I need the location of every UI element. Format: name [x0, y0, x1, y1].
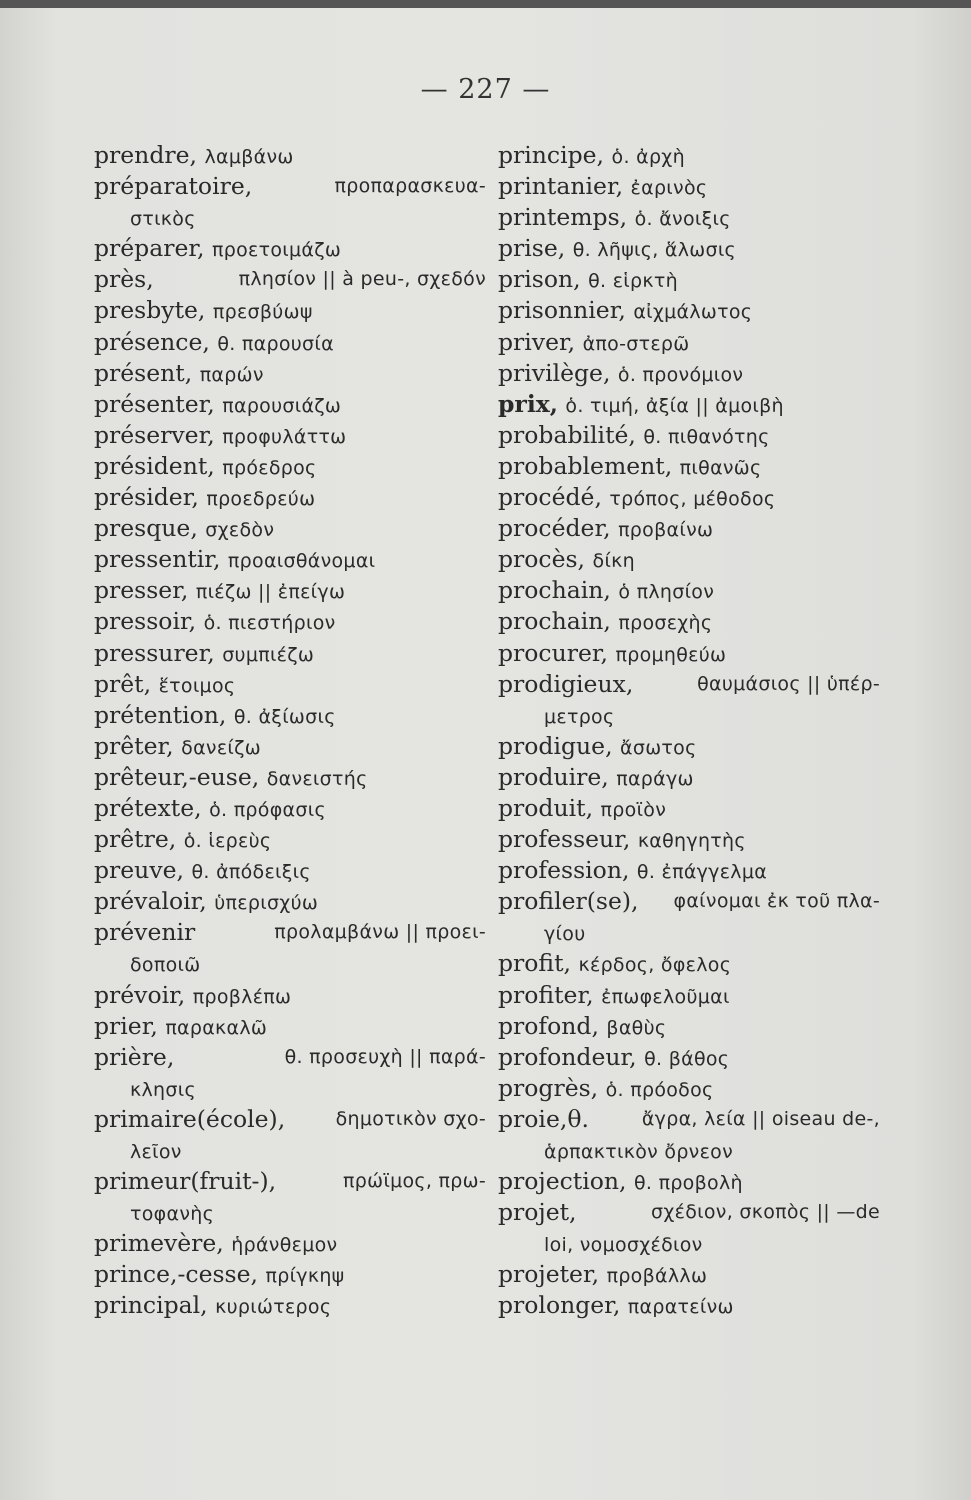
- greek-translation: ὑπερισχύω: [214, 892, 319, 915]
- greek-translation: τρόπος, μέθοδος: [609, 488, 776, 511]
- headword: profit,: [498, 949, 572, 978]
- dictionary-entry-line: [94, 1228, 486, 1259]
- headword: profiler(se),: [498, 887, 639, 916]
- greek-translation: προβαίνω: [618, 519, 714, 542]
- greek-translation: σχεδὸν: [205, 519, 275, 542]
- headword: profiter,: [498, 980, 594, 1009]
- headword: pressoir,: [94, 607, 197, 636]
- headword: procéder,: [498, 514, 611, 543]
- dictionary-entry-line: [498, 358, 880, 389]
- greek-translation: ὁ. πρόφασις: [209, 798, 326, 821]
- headword: procédé,: [498, 483, 602, 512]
- headword: prolonger,: [498, 1291, 621, 1320]
- greek-translation: προμηθεύω: [615, 643, 727, 666]
- dictionary-entry-line: [498, 855, 880, 886]
- dictionary-entry-line: [498, 669, 880, 700]
- greek-translation: ἡράνθεμον: [231, 1234, 338, 1257]
- dictionary-entry-line: [94, 327, 486, 358]
- greek-translation: παρουσιάζω: [222, 394, 342, 417]
- greek-translation: παράγω: [616, 767, 694, 790]
- headword: prévenir: [94, 918, 196, 947]
- dictionary-entry-line: [498, 1166, 880, 1197]
- greek-translation: ἐαρινὸς: [630, 177, 708, 200]
- greek-translation: πρώϊμος, πρω-: [343, 1170, 486, 1193]
- dictionary-entry-line: [498, 980, 880, 1011]
- dictionary-entry-line: [94, 1104, 486, 1135]
- greek-translation: προετοιμάζω: [212, 239, 342, 262]
- greek-translation: μετρος: [544, 705, 615, 728]
- dictionary-entry-line: [94, 1135, 486, 1166]
- dictionary-entry-line: [498, 886, 880, 917]
- headword: produire,: [498, 762, 609, 791]
- headword: prêtre,: [94, 825, 177, 854]
- headword: prévaloir,: [94, 887, 207, 916]
- headword: presser,: [94, 576, 189, 605]
- greek-translation: λεῖον: [130, 1141, 182, 1163]
- greek-translation: θ. προβολὴ: [633, 1172, 743, 1195]
- greek-translation: πρόεδρος: [222, 456, 317, 479]
- dictionary-entry-line: [498, 1135, 880, 1166]
- dictionary-entry-line: [498, 513, 880, 544]
- greek-translation: σχέδιον, σκοπὸς || —de: [651, 1201, 880, 1224]
- dictionary-entry-line: [498, 1011, 880, 1042]
- greek-translation: ἄσωτος: [620, 736, 697, 759]
- dictionary-entry-line: [498, 1073, 880, 1104]
- headword: progrès,: [498, 1073, 599, 1102]
- headword: préserver,: [94, 420, 215, 449]
- dictionary-entry-line: [94, 606, 486, 637]
- headword: projeter,: [498, 1260, 600, 1289]
- greek-translation: συμπιέζω: [222, 643, 315, 666]
- headword: prodigieux,: [498, 669, 634, 698]
- headword: prier,: [94, 1011, 158, 1040]
- headword: probabilité,: [498, 420, 636, 449]
- headword: présence,: [94, 327, 210, 356]
- dictionary-entry-line: [498, 295, 880, 326]
- greek-translation: θαυμάσιος || ὑπέρ-: [697, 672, 880, 695]
- headword: probablement,: [498, 451, 673, 480]
- dictionary-entry-line: [94, 451, 486, 482]
- greek-translation: πιθανῶς: [679, 456, 762, 479]
- headword: prochain,: [498, 576, 611, 605]
- dictionary-entry-line: [498, 606, 880, 637]
- greek-translation: θ. πιθανότης: [643, 425, 770, 448]
- headword: prêteur,-euse,: [94, 762, 260, 791]
- dictionary-entry-line: [498, 1228, 880, 1259]
- dictionary-entry-line: [94, 1290, 486, 1321]
- headword: prochain,: [498, 607, 611, 636]
- dictionary-entry-line: [94, 420, 486, 451]
- headword: prendre,: [94, 141, 197, 169]
- greek-translation: θ. ἀξίωσις: [233, 705, 336, 728]
- greek-translation: προβλέπω: [192, 985, 292, 1008]
- greek-translation: δημοτικὸν σχο-: [335, 1107, 486, 1130]
- greek-translation: παρών: [199, 363, 264, 386]
- greek-translation: ὁ. πιεστήριον: [203, 612, 336, 635]
- headword: printanier,: [498, 172, 624, 201]
- dictionary-entry-line: [94, 948, 486, 979]
- greek-translation: ὁ. τιμή, ἀξία || ἀμοιβὴ: [565, 394, 784, 417]
- greek-translation: ἄγρα, λεία || oiseau de-,: [641, 1107, 880, 1130]
- headword: présent,: [94, 358, 193, 387]
- headword: principe,: [498, 141, 605, 169]
- greek-translation: δανειστής: [266, 767, 368, 790]
- headword: prison,: [498, 265, 581, 294]
- greek-translation: ὁ. ἀρχὴ: [611, 146, 685, 168]
- dictionary-entry-line: [498, 1197, 880, 1228]
- dictionary-entry-line: [498, 171, 880, 202]
- headword: preuve,: [94, 856, 184, 885]
- headword: projet,: [498, 1198, 577, 1227]
- page-top-edge: [0, 0, 971, 8]
- headword: pressurer,: [94, 638, 215, 667]
- greek-translation: πιέζω || ἐπείγω: [195, 581, 346, 604]
- dictionary-entry-line: [94, 295, 486, 326]
- dictionary-entry-line: [498, 824, 880, 855]
- greek-translation: πρίγκηψ: [265, 1265, 345, 1288]
- headword: produit,: [498, 793, 594, 822]
- headword: prise,: [498, 234, 566, 263]
- greek-translation: λαμβάνω: [204, 146, 294, 168]
- headword: prince,-cesse,: [94, 1260, 258, 1289]
- headword: présenter,: [94, 389, 215, 418]
- greek-translation: θ. ἐπάγγελμα: [636, 861, 768, 884]
- dictionary-entry-line: [94, 389, 486, 420]
- dictionary-entry-line: [94, 824, 486, 855]
- greek-translation: βαθὺς: [606, 1016, 667, 1039]
- headword: profond,: [498, 1011, 599, 1040]
- dictionary-entry-line: [94, 513, 486, 544]
- headword: prétexte,: [94, 793, 202, 822]
- dictionary-entry-line: [94, 233, 486, 264]
- dictionary-entry-line: [94, 544, 486, 575]
- dictionary-entry-line: [94, 700, 486, 731]
- headword: président,: [94, 451, 215, 480]
- headword: projection,: [498, 1167, 627, 1196]
- headword: prix,: [498, 389, 558, 418]
- right-column: [498, 140, 880, 1322]
- greek-translation: προφυλάττω: [222, 425, 347, 448]
- headword: prétention,: [94, 700, 227, 729]
- headword: procurer,: [498, 638, 608, 667]
- dictionary-entry-line: [94, 1166, 486, 1197]
- dictionary-entry-line: [94, 917, 486, 948]
- greek-translation: κυριώτερος: [215, 1296, 332, 1319]
- dictionary-entry-line: [94, 793, 486, 824]
- dictionary-entry-line: [94, 980, 486, 1011]
- headword: prêt,: [94, 669, 152, 698]
- dictionary-entry-line: [94, 1073, 486, 1104]
- greek-translation: δοποιῶ: [130, 954, 201, 977]
- dictionary-entry-line: [498, 451, 880, 482]
- dictionary-entry-line: [94, 762, 486, 793]
- greek-translation: ὁ. ἄνοιξις: [634, 208, 731, 231]
- headword: prière,: [94, 1042, 175, 1071]
- headword: préparatoire,: [94, 172, 253, 201]
- greek-translation: προβάλλω: [606, 1265, 708, 1288]
- greek-translation: αἰχμάλωτος: [633, 301, 753, 324]
- dictionary-entry-line: [498, 1042, 880, 1073]
- headword: pressentir,: [94, 545, 221, 574]
- dictionary-entry-line: [94, 171, 486, 202]
- dictionary-entry-line: [94, 855, 486, 886]
- headword: présider,: [94, 483, 199, 512]
- page-number: — 227 —: [420, 74, 551, 105]
- headword: primevère,: [94, 1229, 224, 1258]
- headword: professeur,: [498, 825, 631, 854]
- dictionary-entry-line: [94, 575, 486, 606]
- greek-translation: ἀπο-στερῶ: [582, 332, 690, 355]
- dictionary-entry-line: [94, 358, 486, 389]
- dictionary-entry-line: [498, 140, 880, 171]
- headword: primaire(école),: [94, 1104, 286, 1133]
- dictionary-entry-line: [498, 420, 880, 451]
- dictionary-entry-line: [94, 886, 486, 917]
- greek-translation: θ. προσευχὴ || παρά-: [284, 1045, 486, 1068]
- dictionary-entry-line: [94, 1042, 486, 1073]
- greek-translation: ὁ. πρόοδος: [605, 1078, 714, 1101]
- greek-translation: loi, νομοσχέδιον: [544, 1234, 703, 1257]
- greek-translation: ὁ. προνόμιον: [617, 363, 744, 386]
- greek-translation: προπαρασκευα-: [334, 175, 486, 198]
- greek-translation: προϊὸν: [600, 798, 667, 821]
- dictionary-entry-line: [498, 948, 880, 979]
- dictionary-entry-line: [498, 575, 880, 606]
- greek-translation: προαισθάνομαι: [227, 550, 376, 573]
- greek-translation: θ. βάθος: [644, 1047, 730, 1070]
- dictionary-entry-line: [498, 544, 880, 575]
- greek-translation: παρακαλῶ: [165, 1016, 268, 1039]
- dictionary-entry-line: [498, 700, 880, 731]
- greek-translation: ὁ πλησίον: [618, 581, 715, 604]
- headword: presbyte,: [94, 296, 206, 325]
- headword: profession,: [498, 856, 630, 885]
- dictionary-entry-line: [94, 202, 486, 233]
- dictionary-entry-line: [94, 1197, 486, 1228]
- dictionary-entry-line: [498, 638, 880, 669]
- greek-translation: δανείζω: [181, 736, 261, 759]
- greek-translation: θ. εἱρκτὴ: [588, 270, 678, 293]
- greek-translation: θ. λῆψις, ἅλωσις: [572, 239, 737, 262]
- dictionary-entry-line: [498, 1290, 880, 1321]
- dictionary-entry-line: [94, 1259, 486, 1290]
- dictionary-entry-line: [498, 917, 880, 948]
- headword: profondeur,: [498, 1042, 637, 1071]
- headword: procès,: [498, 545, 586, 574]
- dictionary-entry-line: [498, 1259, 880, 1290]
- dictionary-entry-line: [94, 264, 486, 295]
- headword: prisonnier,: [498, 296, 626, 325]
- dictionary-entry-line: [94, 1011, 486, 1042]
- headword: préparer,: [94, 234, 205, 263]
- dictionary-entry-line: [94, 731, 486, 762]
- dictionary-entry-line: [94, 638, 486, 669]
- dictionary-entry-line: [498, 731, 880, 762]
- headword: primeur(fruit-),: [94, 1167, 277, 1196]
- greek-translation: γίου: [544, 923, 586, 946]
- headword: près,: [94, 265, 154, 294]
- greek-translation: προλαμβάνω || προει-: [274, 921, 486, 944]
- headword: proie,θ.: [498, 1104, 589, 1133]
- greek-translation: κλησις: [130, 1078, 196, 1101]
- greek-translation: προεδρεύω: [206, 488, 316, 511]
- headword: principal,: [94, 1291, 208, 1320]
- greek-translation: κέρδος, ὄφελος: [578, 954, 732, 977]
- greek-translation: προσεχὴς: [618, 612, 713, 635]
- greek-translation: ἁρπακτικὸν ὄρνεον: [544, 1141, 733, 1163]
- greek-translation: ἕτοιμος: [158, 674, 236, 697]
- greek-translation: τοφανὴς: [130, 1203, 215, 1226]
- greek-translation: θ. παρουσία: [217, 332, 334, 355]
- greek-translation: δίκη: [592, 550, 636, 573]
- dictionary-entry-line: [498, 762, 880, 793]
- dictionary-entry-line: [498, 389, 880, 420]
- dictionary-entry-line: [498, 327, 880, 358]
- greek-translation: παρατείνω: [627, 1296, 734, 1319]
- dictionary-entry-line: [94, 669, 486, 700]
- headword: presque,: [94, 514, 198, 543]
- greek-translation: φαίνομαι ἐκ τοῦ πλα-: [673, 890, 880, 913]
- headword: prévoir,: [94, 980, 186, 1009]
- dictionary-entry-line: [94, 482, 486, 513]
- left-column: [94, 140, 486, 1322]
- headword: printemps,: [498, 203, 628, 232]
- greek-translation: ὁ. ἱερεὺς: [183, 830, 272, 853]
- headword: privilège,: [498, 358, 611, 387]
- dictionary-entry-line: [498, 482, 880, 513]
- dictionary-entry-line: [498, 202, 880, 233]
- dictionary-entry-line: [94, 140, 486, 171]
- greek-translation: πρεσβύωψ: [212, 301, 313, 324]
- dictionary-entry-line: [498, 793, 880, 824]
- greek-translation: στικὸς: [130, 208, 196, 231]
- dictionary-entry-line: [498, 233, 880, 264]
- greek-translation: καθηγητὴς: [637, 830, 746, 853]
- headword: prodigue,: [498, 731, 613, 760]
- greek-translation: θ. ἀπόδειξις: [191, 861, 311, 884]
- greek-translation: πλησίον || à peu-, σχεδόν: [238, 268, 486, 291]
- headword: priver,: [498, 327, 576, 356]
- dictionary-entry-line: [498, 264, 880, 295]
- dictionary-entry-line: [498, 1104, 880, 1135]
- headword: prêter,: [94, 731, 174, 760]
- greek-translation: ἐπωφελοῦμαι: [601, 985, 730, 1008]
